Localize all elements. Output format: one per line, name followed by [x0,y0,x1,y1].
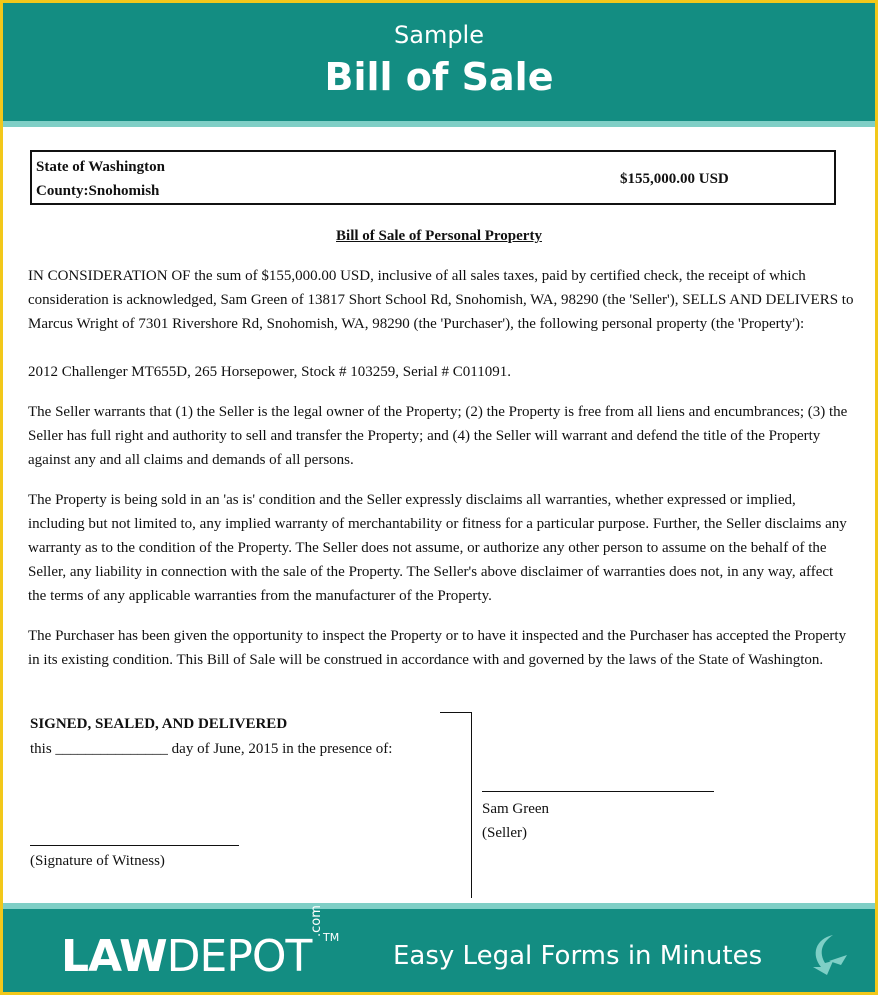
signature-divider [471,712,472,898]
page-frame [3,3,875,992]
warranty-paragraph: The Seller warrants that (1) the Seller is the legal owner of the Property; (2) the Property is free from all liens and encumbrances; (3) the Seller has full right and authority to sell and transfer the Property; and (4) the Seller will warrant and defend the title of the Property against any and all claims and demands of all persons. [28,404,848,468]
signed-title: SIGNED, SEALED, AND DELIVERED [30,716,288,732]
logo-trademark: TM [323,931,340,944]
logo-depot: DEPOT [166,931,312,982]
witness-label: (Signature of Witness) [30,853,165,869]
document-heading: Bill of Sale of Personal Property [336,228,542,244]
footer-banner [3,905,875,992]
curved-arrow-icon [803,931,851,975]
county-label: County:Snohomish [36,183,160,199]
header-banner [3,3,875,121]
seller-signature-line [482,791,714,792]
footer-tagline: Easy Legal Forms in Minutes [393,941,763,971]
logo-dotcom: .com [309,905,324,937]
property-description: 2012 Challenger MT655D, 265 Horsepower, Stock # 103259, Serial # C011091. [28,364,511,380]
seller-name: Sam Green [482,801,550,817]
consideration-paragraph: IN CONSIDERATION OF the sum of $155,000.00 USD, inclusive of all sales taxes, paid by certified check, the receipt of which consideration is acknowledged, Sam Green of 13817 Short School Rd, Snohomish, WA, 98290 (the 'Seller'), SELLS AND DELIVERS to Marcus Wright of 7301 Rivershore Rd, Snohomish, WA, 98290 (the 'Purchaser'), the following personal property (the 'Property'): [28,268,854,332]
divider-top [440,712,472,713]
disclaimer-paragraph: The Property is being sold in an 'as is' condition and the Seller expressly disclaims all warranties, whether expressed or implied, including but not limited to, any implied warranty of merchantability or fitness for a particular purpose. Further, the Seller disclaims any warranty as to the condition of the Property. The Seller does not assume, or authorize any other person to assume on the behalf of the Seller, any liability in connection with the sale of the Property. The Seller's above disclaimer of warranties does not, in any way, affect the terms of any applicable warranties from the manufacturer of the Property. [28,492,847,604]
signed-date-line: this _______________ day of June, 2015 in the presence of: [30,741,393,757]
state-label: State of Washington [36,159,165,175]
header-stripe [3,121,875,127]
amount-label: $155,000.00 USD [620,171,729,187]
info-box [30,150,836,205]
logo-law: LAW [61,931,167,982]
header-title: Bill of Sale [324,55,554,99]
seller-role: (Seller) [482,825,527,841]
lawdepot-logo [61,931,311,982]
header-subtitle: Sample [394,21,484,49]
witness-signature-line [30,845,239,846]
inspection-paragraph: The Purchaser has been given the opportunity to inspect the Property or to have it inspected and the Purchaser has accepted the Property in its existing condition. This Bill of Sale will be construed in accordance with and governed by the laws of the State of Washington. [28,628,847,668]
